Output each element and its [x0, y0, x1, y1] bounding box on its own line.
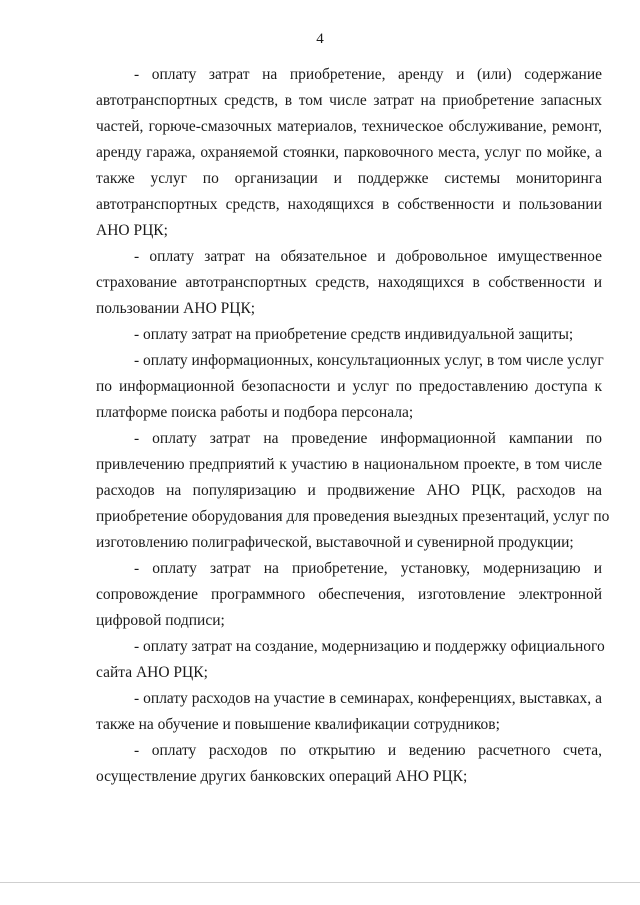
list-item	[96, 62, 602, 244]
list-item	[96, 738, 602, 790]
text-line: сайта АНО РЦК;	[96, 664, 208, 681]
text-line: изготовлению полиграфической, выставочной и сувенирной продукции;	[96, 534, 574, 551]
text-line: по информационной безопасности и услуг по предоставлению доступа к	[96, 378, 602, 395]
document-body	[96, 62, 610, 790]
text-line: расходов на популяризацию и продвижение АНО РЦК, расходов на	[96, 482, 602, 499]
text-line: также на обучение и повышение квалификации сотрудников;	[96, 716, 500, 733]
text-line: - оплату затрат на проведение информационной кампании по	[134, 430, 602, 447]
text-line: - оплату затрат на приобретение средств индивидуальной защиты;	[134, 326, 574, 343]
page-bottom-rule	[0, 882, 640, 883]
text-line: цифровой подписи;	[96, 612, 225, 629]
text-line: приобретение оборудования для проведения выездных презентаций, услуг по	[96, 508, 610, 525]
text-line: страхование автотранспортных средств, находящихся в собственности и	[96, 274, 602, 291]
list-item	[96, 686, 602, 738]
text-line: платформе поиска работы и подбора персонала;	[96, 404, 414, 421]
text-line: АНО РЦК;	[96, 222, 168, 239]
text-line: частей, горюче-смазочных материалов, техническое обслуживание, ремонт,	[96, 118, 602, 135]
text-line: - оплату затрат на создание, модернизацию и поддержку официального	[134, 638, 605, 655]
list-item	[96, 556, 602, 634]
text-line: - оплату затрат на приобретение, установку, модернизацию и	[134, 560, 602, 577]
list-item	[96, 634, 605, 686]
text-line: осуществление других банковских операций АНО РЦК;	[96, 768, 468, 785]
text-line: - оплату информационных, консультационных услуг, в том числе услуг	[134, 352, 604, 369]
text-line: привлечению предприятий к участию в национальном проекте, в том числе	[96, 456, 602, 473]
text-line: аренду гаража, охраняемой стоянки, парковочного места, услуг по мойке, а	[96, 144, 602, 161]
page-number: 4	[316, 31, 324, 47]
list-item	[96, 244, 602, 322]
text-line: - оплату затрат на обязательное и добровольное имущественное	[134, 248, 602, 265]
text-line: - оплату затрат на приобретение, аренду и (или) содержание	[134, 66, 602, 83]
list-item	[96, 426, 610, 556]
list-item	[96, 322, 602, 348]
list-item	[96, 348, 602, 426]
text-line: пользовании АНО РЦК;	[96, 300, 256, 317]
text-line: - оплату расходов по открытию и ведению расчетного счета,	[134, 742, 602, 759]
text-line: также услуг по организации и поддержке системы мониторинга	[96, 170, 602, 187]
text-line: автотранспортных средств, в том числе затрат на приобретение запасных	[96, 92, 602, 109]
text-line: сопровождение программного обеспечения, изготовление электронной	[96, 586, 602, 603]
text-line: автотранспортных средств, находящихся в собственности и пользовании	[96, 196, 602, 213]
text-line: - оплату расходов на участие в семинарах, конференциях, выставках, а	[134, 690, 602, 707]
